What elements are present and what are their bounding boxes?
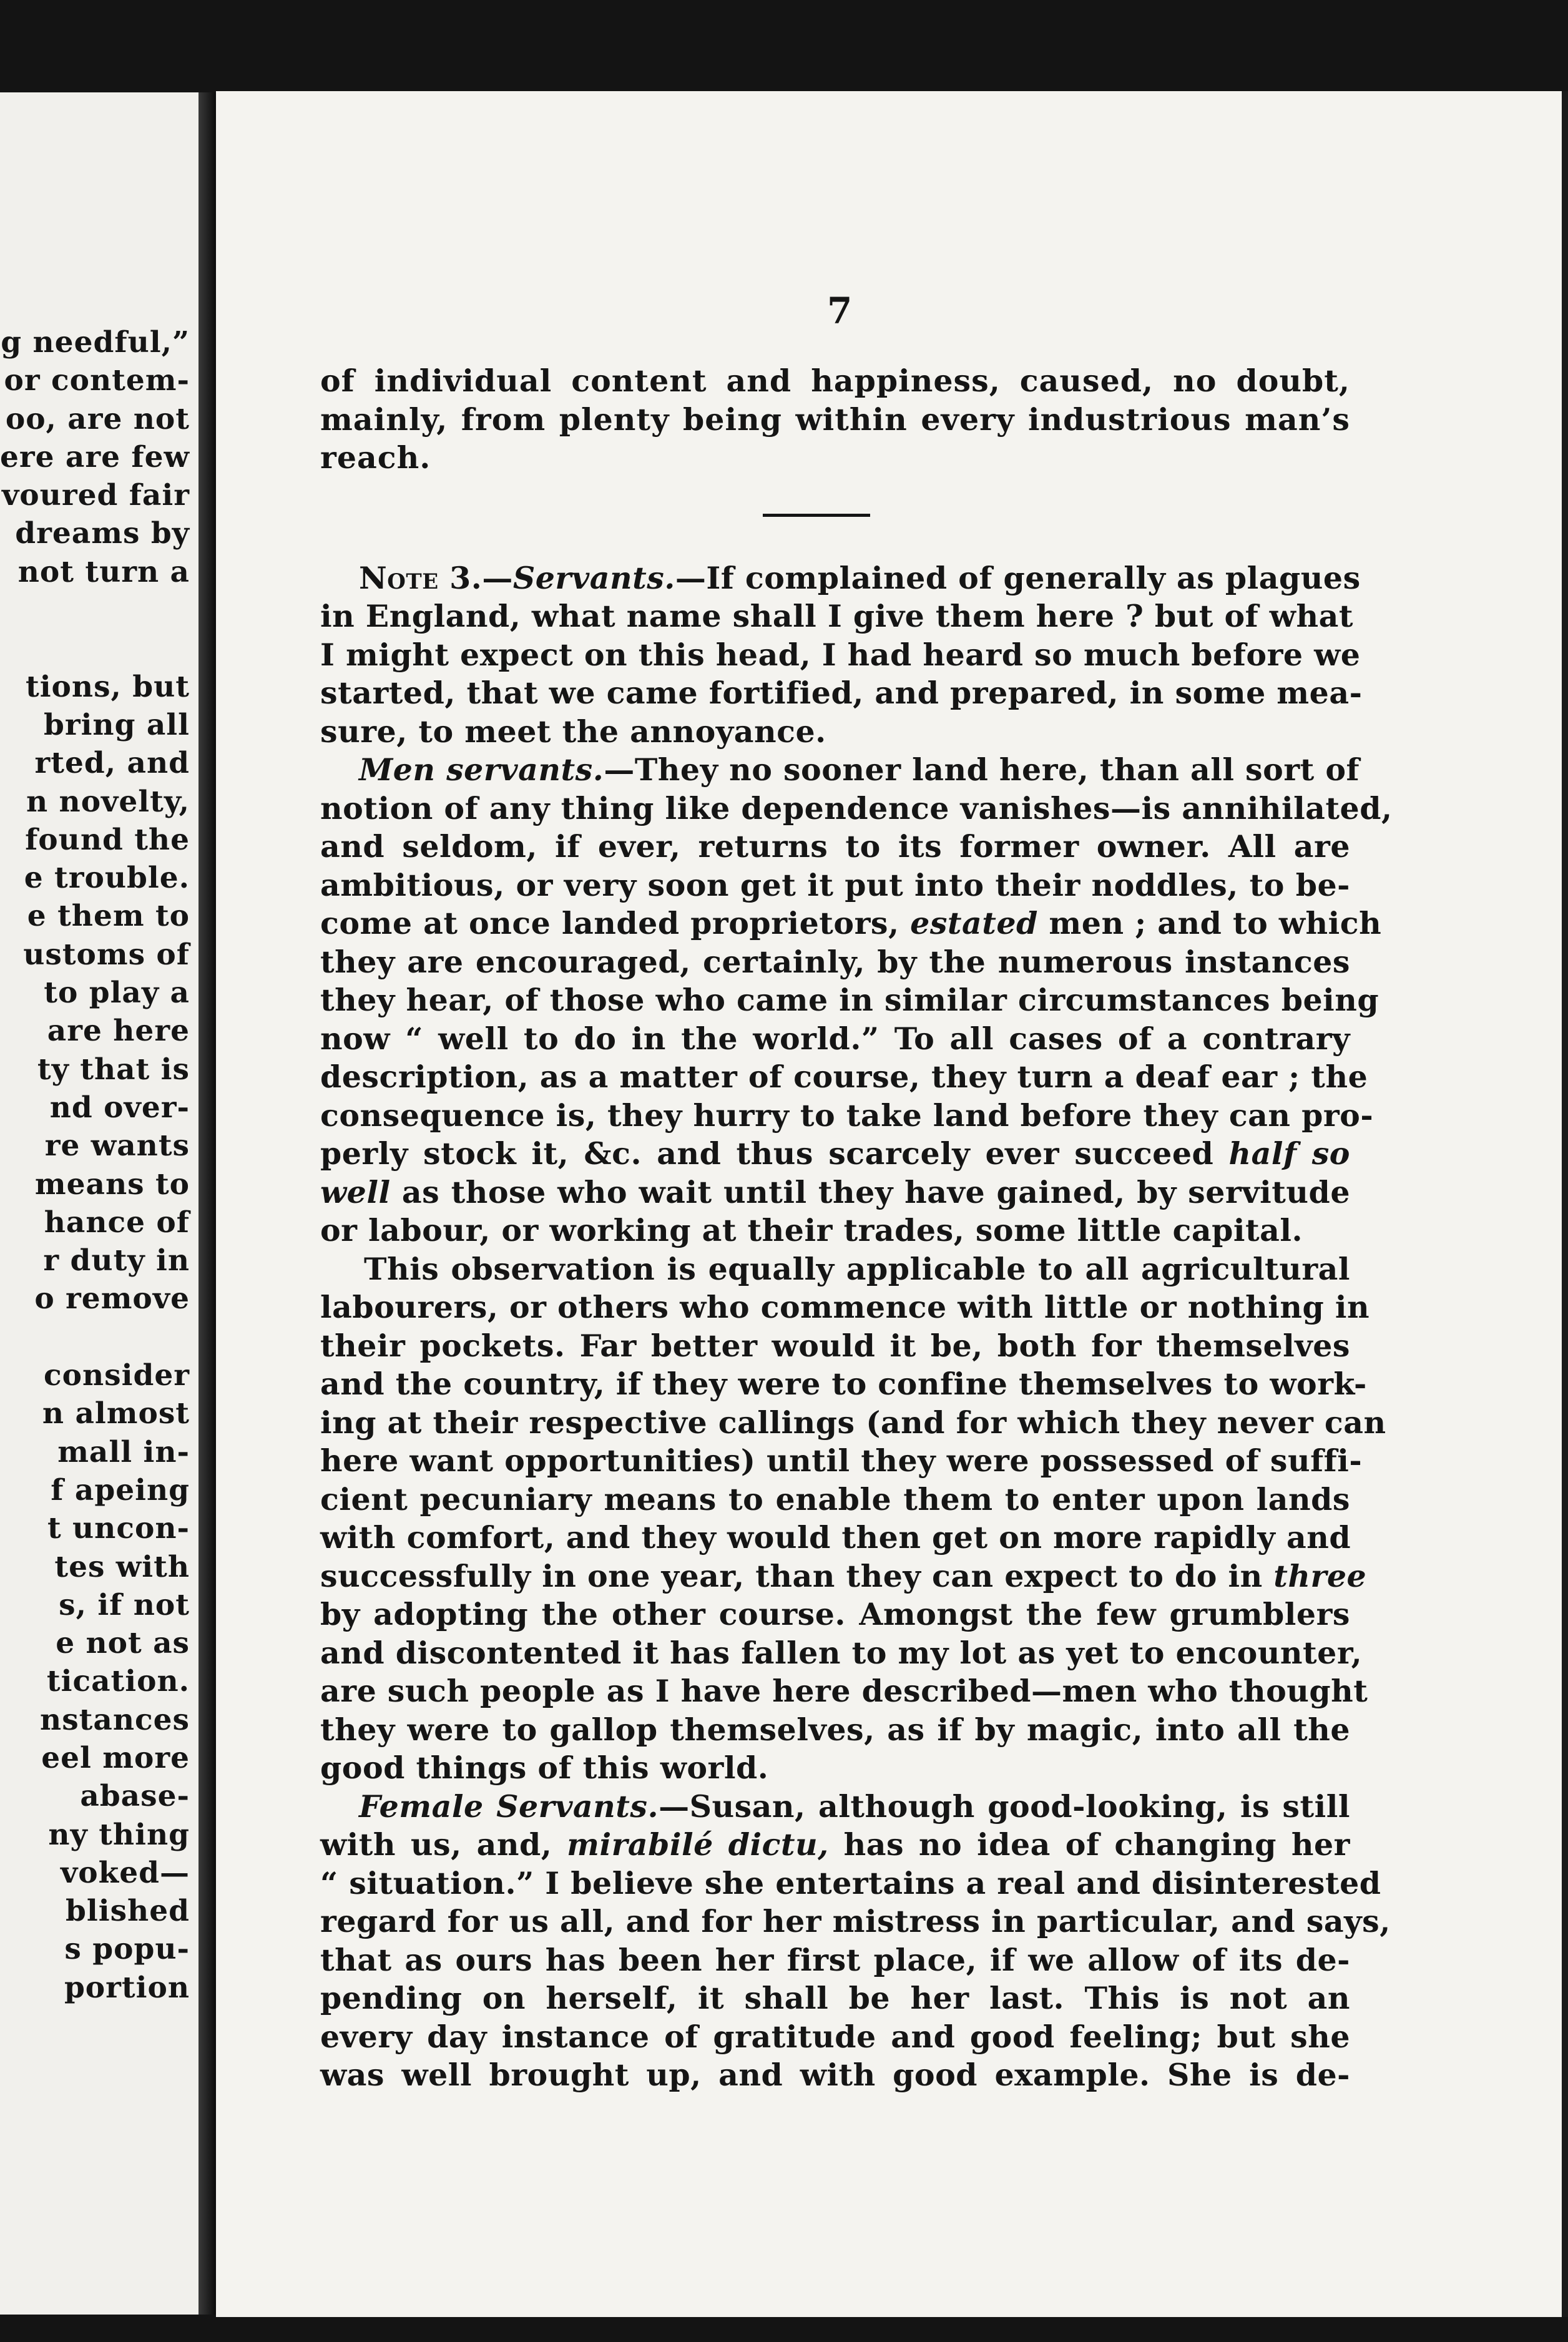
left-line: means to — [34, 1167, 190, 1202]
left-line: are here — [47, 1014, 190, 1049]
left-line: portion — [64, 1970, 190, 2005]
text-line: and seldom, if ever, returns to its former owner. All are — [320, 828, 1350, 865]
left-line: t uncon- — [47, 1511, 190, 1546]
left-line: to play a — [44, 976, 190, 1011]
text-line: started, that we came fortified, and prepared, in some mea- — [320, 675, 1363, 711]
left-line — [0, 629, 190, 667]
left-line: n novelty, — [26, 784, 190, 819]
left-line: blished — [66, 1894, 190, 1929]
left-line: consider — [44, 1358, 190, 1393]
text-line: are such people as I have here described—men who thought — [320, 1673, 1368, 1709]
text-line: reach. — [320, 439, 431, 476]
note-3-paragraph — [320, 559, 1363, 752]
text-line: I might expect on this head, I had heard so much before we — [320, 636, 1361, 673]
text-line: with comfort, and they would then get on more rapidly and — [320, 1519, 1351, 1556]
left-line: f apeing — [51, 1472, 190, 1507]
text-line: regard for us all, and for her mistress in particular, and says, — [320, 1903, 1391, 1939]
left-line: n almost — [42, 1396, 190, 1431]
text-line: ambitious, or very soon get it put into their noddles, to be- — [320, 866, 1350, 903]
section-divider — [763, 514, 870, 517]
left-line: voured fair — [1, 478, 190, 513]
text-line: successfully in one year, than they can expect to do in three — [320, 1557, 1367, 1594]
observation-paragraph — [320, 1250, 1386, 1788]
left-line: ustoms of — [23, 937, 190, 972]
text-line: Men servants.—They no sooner land here, than all sort of — [359, 752, 1360, 788]
left-line: bring all — [43, 707, 190, 742]
text-line: that as ours has been her first place, if we allow of its de- — [320, 1941, 1350, 1978]
section-heading: Female Servants. — [359, 1788, 659, 1825]
dash: — — [482, 559, 513, 596]
left-line: ny thing — [48, 1817, 190, 1852]
left-line: found the — [25, 822, 190, 857]
left-line: voked— — [61, 1855, 190, 1890]
text-line: good things of this world. — [320, 1750, 769, 1786]
text-line: description, as a matter of course, they turn a deaf ear ; the — [320, 1059, 1368, 1095]
text-line: Note 3.—Servants.—If complained of generally as plagues — [359, 559, 1361, 596]
intro-paragraph — [320, 362, 1350, 478]
text-line: and the country, if they were to confine themselves to work- — [320, 1366, 1367, 1402]
left-line: ere are few — [0, 439, 190, 474]
page-edge-shadow — [1562, 91, 1568, 2317]
text-line: consequence is, they hurry to take land before they can pro- — [320, 1097, 1374, 1134]
text-line: notion of any thing like dependence vanishes—is annihilated, — [320, 790, 1393, 826]
text-line: This observation is equally applicable to all agricultural — [364, 1250, 1350, 1287]
text-line: cient pecuniary means to enable them to enter upon lands — [320, 1481, 1350, 1517]
left-line: s, if not — [59, 1587, 190, 1622]
text-line: here want opportunities) until they were possessed of suffi- — [320, 1443, 1363, 1479]
left-line: ty that is — [37, 1052, 190, 1087]
text-line: perly stock it, &c. and thus scarcely ever succeed half so — [320, 1135, 1350, 1172]
left-line: r duty in — [43, 1243, 190, 1278]
left-line: not turn a — [17, 554, 190, 589]
page-number: 7 — [827, 290, 853, 332]
text-line: of individual content and happiness, caused, no doubt, — [320, 363, 1350, 399]
text-line: well as those who wait until they have gained, by servitude — [320, 1173, 1350, 1210]
text-line: sure, to meet the annoyance. — [320, 713, 826, 750]
text-line: was well brought up, and with good example. She is de- — [320, 2057, 1350, 2093]
left-line: e not as — [56, 1626, 190, 1661]
text-line: come at once landed proprietors, estated men ; and to which — [320, 905, 1382, 941]
text-line: mainly, from plenty being within every industrious man’s — [320, 401, 1350, 438]
text-line: with us, and, mirabilé dictu, has no idea of changing her — [320, 1826, 1351, 1863]
section-heading: Servants. — [512, 559, 675, 596]
left-facing-page — [0, 92, 198, 2315]
text-line: every day instance of gratitude and good feeling; but she — [320, 2018, 1350, 2055]
left-line: mall in- — [57, 1434, 190, 1469]
left-page-text — [0, 323, 190, 2007]
men-servants-paragraph — [320, 751, 1393, 1250]
left-line: re wants — [44, 1129, 190, 1164]
note-label: Note 3. — [359, 559, 483, 596]
left-line — [0, 591, 190, 629]
left-line: tes with — [54, 1549, 190, 1584]
left-line: s popu- — [64, 1932, 190, 1967]
text-line: ing at their respective callings (and for which they never can — [320, 1404, 1386, 1441]
left-line: e trouble. — [24, 861, 190, 896]
female-servants-paragraph — [320, 1788, 1391, 2095]
left-line: g needful,” — [1, 325, 190, 360]
text-line: in England, what name shall I give them here ? but of what — [320, 598, 1353, 634]
left-line — [0, 1318, 190, 1356]
text-line: or labour, or working at their trades, some little capital. — [320, 1212, 1303, 1248]
text-line: they hear, of those who came in similar circumstances being — [320, 982, 1379, 1018]
text-line: pending on herself, it shall be her last. This is not an — [320, 1980, 1350, 2016]
left-line: or contem- — [4, 363, 190, 398]
left-line: eel more — [41, 1740, 190, 1775]
left-line: nd over- — [49, 1090, 190, 1125]
left-line: rted, and — [34, 746, 190, 781]
page-body — [320, 362, 1393, 2095]
left-line: e them to — [27, 899, 190, 934]
text-line: by adopting the other course. Amongst the few grumblers — [320, 1596, 1350, 1632]
left-line: nstances — [40, 1702, 190, 1737]
section-heading: Men servants. — [359, 752, 604, 788]
left-line: o remove — [34, 1281, 190, 1316]
text-line: they were to gallop themselves, as if by magic, into all the — [320, 1711, 1350, 1748]
text-line: they are encouraged, certainly, by the numerous instances — [320, 943, 1350, 980]
left-line: tions, but — [25, 669, 190, 704]
left-line: oo, are not — [5, 401, 190, 436]
left-line: hance of — [44, 1205, 190, 1240]
text-line: labourers, or others who commence with little or nothing in — [320, 1289, 1370, 1325]
text-line: “ situation.” I believe she entertains a real and disinterested — [320, 1864, 1381, 1901]
left-line: dreams by — [15, 516, 190, 551]
text-line: their pockets. Far better would it be, both for themselves — [320, 1327, 1350, 1364]
book-gutter — [198, 92, 216, 2315]
left-line: tication. — [46, 1664, 190, 1699]
text-line: and discontented it has fallen to my lot as yet to encounter, — [320, 1634, 1363, 1671]
text-line: now “ well to do in the world.” To all cases of a contrary — [320, 1020, 1350, 1057]
left-line: abase- — [80, 1779, 190, 1814]
text-line: Female Servants.—Susan, although good-looking, is still — [359, 1788, 1350, 1825]
